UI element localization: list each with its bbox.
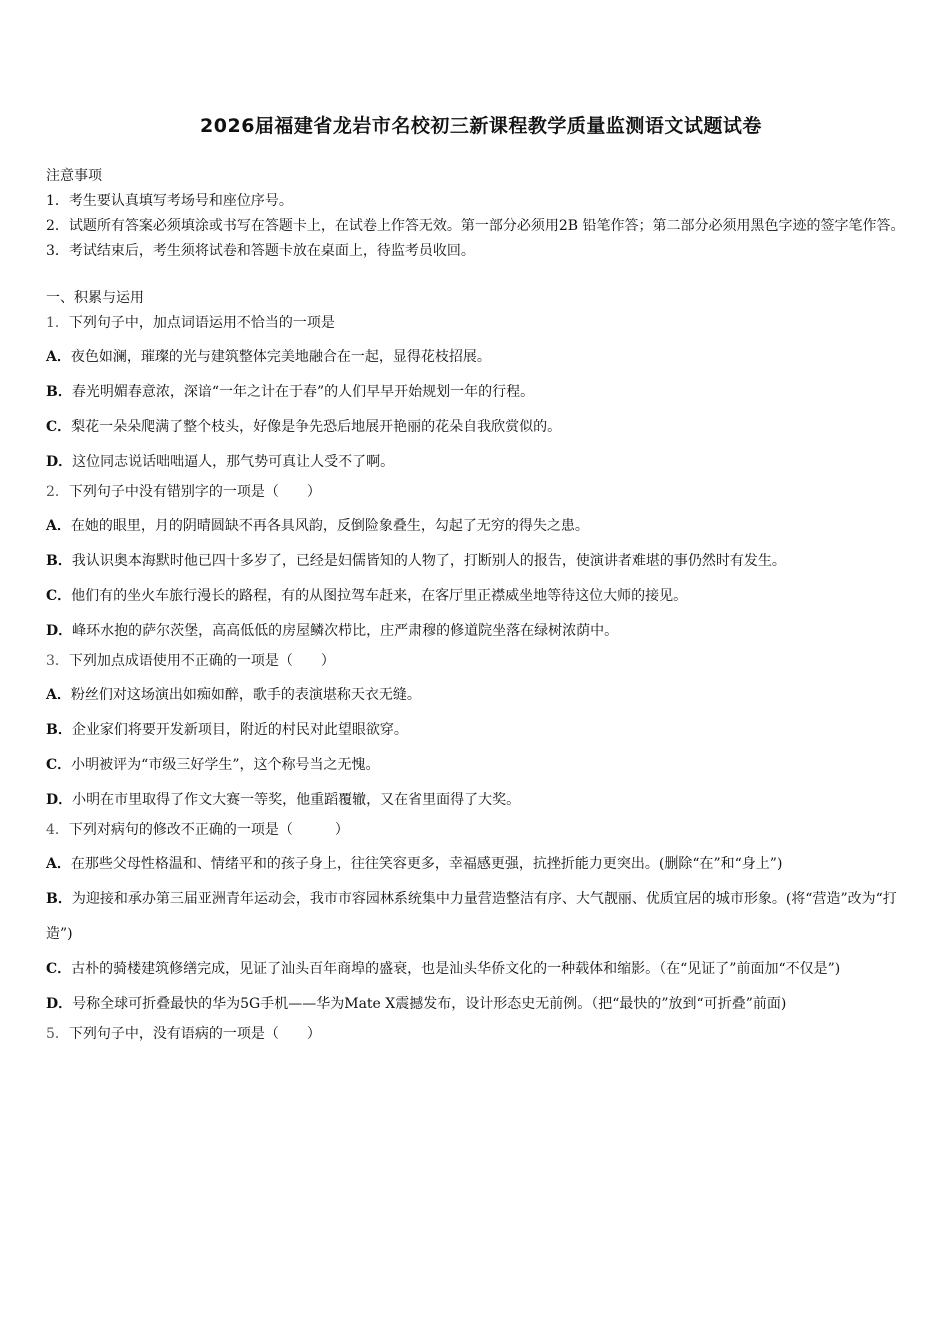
option-c xyxy=(46,410,910,445)
option-letter: C． xyxy=(46,961,72,977)
option-letter: D． xyxy=(46,792,73,808)
question-number: 4． xyxy=(46,822,69,838)
option-letter: C． xyxy=(46,757,72,773)
question-text: 下列句子中，加点词语运用不恰当的一项是 xyxy=(68,315,335,331)
option-letter: A． xyxy=(46,349,71,365)
option-b xyxy=(46,882,910,952)
option-text: 号称全球可折叠最快的华为5G手机——华为Mate X震撼发布，设计形态史无前例。（把“最快的”放到“可折叠”前面) xyxy=(72,996,787,1012)
notice-block xyxy=(46,164,910,264)
option-letter: D． xyxy=(46,996,73,1012)
notice-item: 3．考试结束后，考生须将试卷和答题卡放在桌面上，待监考员收回。 xyxy=(46,243,475,259)
question-number: 3． xyxy=(46,653,69,669)
section-heading: 一、积累与运用 xyxy=(46,290,144,306)
option-text: 在那些父母性格温和、情绪平和的孩子身上，往往笑容更多，幸福感更强，抗挫折能力更突出。(删除“在”和“身上”) xyxy=(70,856,783,872)
option-a xyxy=(46,678,910,713)
option-text: 夜色如澜，璀璨的光与建筑整体完美地融合在一起，显得花枝招展。 xyxy=(70,349,491,365)
option-letter: C． xyxy=(46,588,72,604)
question-number: 5． xyxy=(46,1026,69,1042)
option-text: 这位同志说话咄咄逼人，那气势可真让人受不了啊。 xyxy=(72,454,395,470)
option-text: 在她的眼里，月的阴晴圆缺不再各具风韵，反倒险象叠生，勾起了无穷的得失之患。 xyxy=(70,518,589,534)
option-letter: A． xyxy=(46,687,71,703)
option-d xyxy=(46,987,910,1022)
option-text: 他们有的坐火车旅行漫长的路程，有的从图拉驾车赶来，在客厅里正襟威坐地等待这位大师的接见。 xyxy=(71,588,688,604)
option-letter: C． xyxy=(46,419,72,435)
option-letter: D． xyxy=(46,623,73,639)
option-text: 小明在市里取得了作文大赛一等奖，他重蹈覆辙，又在省里面得了大奖。 xyxy=(72,792,521,808)
question-stem xyxy=(46,818,910,843)
option-text: 为迎接和承办第三届亚洲青年运动会，我市市容园林系统集中力量营造整洁有序、大气靓丽、优质宜居的城市形象。(将“营造”改为“打造”) xyxy=(46,891,897,942)
option-text: 我认识奥本海默时他已四十多岁了，已经是妇儒皆知的人物了，打断别人的报告，使演讲者难堪的事仍然时有发生。 xyxy=(71,553,786,569)
option-letter: A． xyxy=(46,518,71,534)
notice-item: 2．试题所有答案必须填涂或书写在答题卡上，在试卷上作答无效。第一部分必须用2B 铅笔作答；第二部分必须用黑色字迹的签字笔作答。 xyxy=(46,218,905,234)
option-c xyxy=(46,952,910,987)
option-c xyxy=(46,748,910,783)
option-letter: B． xyxy=(46,384,72,400)
option-text: 企业家们将要开发新项目，附近的村民对此望眼欲穿。 xyxy=(71,722,408,738)
option-text: 梨花一朵朵爬满了整个枝头，好像是争先恐后地展开艳丽的花朵自我欣赏似的。 xyxy=(71,419,562,435)
question-number: 1． xyxy=(46,315,69,331)
page-title: 2026届福建省龙岩市名校初三新课程教学质量监测语文试题试卷 xyxy=(200,115,762,137)
option-letter: D． xyxy=(46,454,73,470)
option-a xyxy=(46,509,910,544)
option-text: 粉丝们对这场演出如痴如醉，歌手的表演堪称天衣无缝。 xyxy=(70,687,421,703)
option-b xyxy=(46,713,910,748)
question-1 xyxy=(46,311,910,480)
question-text: 下列对病句的修改不正确的一项是（ ） xyxy=(68,822,349,838)
option-letter: B． xyxy=(46,722,72,738)
option-text: 峰环水抱的萨尔茨堡，高高低低的房屋鳞次栉比，庄严肃穆的修道院坐落在绿树浓荫中。 xyxy=(72,623,619,639)
option-letter: A． xyxy=(46,856,71,872)
question-4 xyxy=(46,818,910,1022)
question-text: 下列句子中没有错别字的一项是（ ） xyxy=(68,484,321,500)
question-stem xyxy=(46,1022,910,1047)
question-2 xyxy=(46,480,910,649)
option-letter: B． xyxy=(46,553,72,569)
option-text: 古朴的骑楼建筑修缮完成，见证了汕头百年商埠的盛衰，也是汕头华侨文化的一种载体和缩影。（在“见证了”前面加“不仅是”) xyxy=(71,961,841,977)
question-stem xyxy=(46,311,910,336)
option-b xyxy=(46,544,910,579)
question-3 xyxy=(46,649,910,818)
option-letter: B． xyxy=(46,891,72,907)
option-d xyxy=(46,614,910,649)
question-5 xyxy=(46,1022,910,1047)
notice-heading: 注意事项 xyxy=(46,168,102,184)
option-a xyxy=(46,340,910,375)
option-text: 小明被评为“市级三好学生”，这个称号当之无愧。 xyxy=(71,757,380,773)
option-c xyxy=(46,579,910,614)
question-stem xyxy=(46,480,910,505)
question-number: 2． xyxy=(46,484,69,500)
question-stem xyxy=(46,649,910,674)
question-text: 下列句子中，没有语病的一项是（ ） xyxy=(68,1026,321,1042)
question-text: 下列加点成语使用不正确的一项是（ ） xyxy=(68,653,335,669)
option-b xyxy=(46,375,910,410)
option-d xyxy=(46,445,910,480)
notice-item: 1．考生要认真填写考场号和座位序号。 xyxy=(46,193,293,209)
option-text: 春光明媚春意浓，深谙“一年之计在于春”的人们早早开始规划一年的行程。 xyxy=(71,384,535,400)
option-d xyxy=(46,783,910,818)
option-a xyxy=(46,847,910,882)
